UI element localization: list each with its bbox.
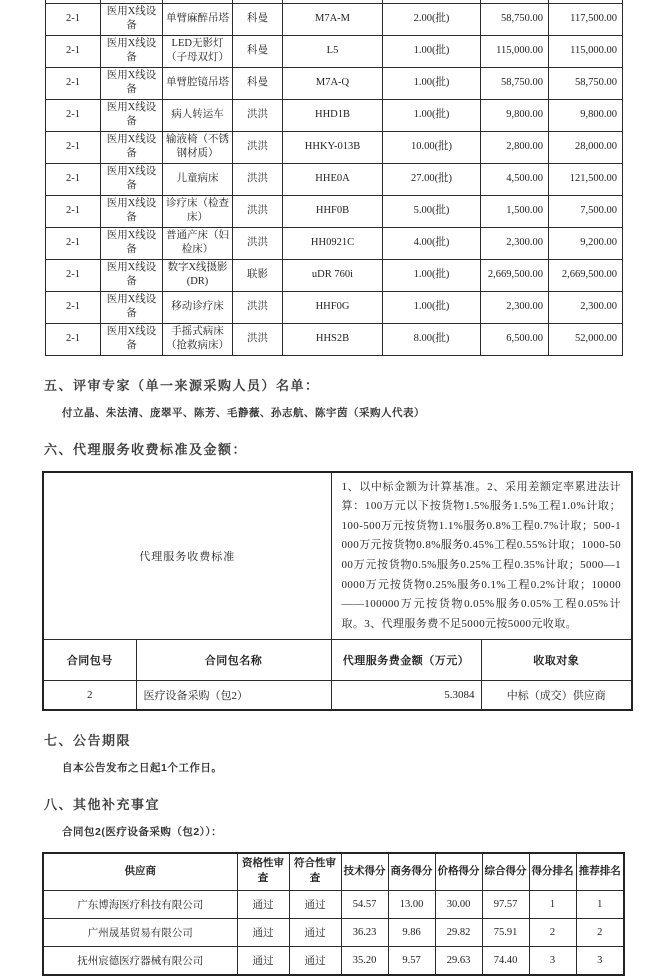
fee-standard-row xyxy=(43,472,632,640)
table-cell: uDR 760i xyxy=(283,259,383,291)
table-cell: 单臂麻醉吊塔 xyxy=(163,4,233,36)
table-cell: 1,500.00 xyxy=(481,195,549,227)
table-cell: 115,000.00 xyxy=(481,35,549,67)
table-cell: 科曼 xyxy=(233,35,283,67)
table-cell: 4.00(批) xyxy=(383,227,481,259)
fee-package-name: 医疗设备采购（包2） xyxy=(136,681,331,711)
fee-header-row xyxy=(43,640,632,681)
table-cell: 9,800.00 xyxy=(481,99,549,131)
table-cell: HHF0G xyxy=(283,291,383,323)
section-8-title: 八、其他补充事宜 xyxy=(44,797,161,813)
table-cell: 医用X线设备 xyxy=(101,4,163,36)
table-cell: 29.63 xyxy=(435,946,482,975)
table-cell: 数字X线摄影(DR) xyxy=(163,259,233,291)
table-cell: 洪洪 xyxy=(233,99,283,131)
table-cell: 10.00(批) xyxy=(383,131,481,163)
table-cell: 儿童病床 xyxy=(163,163,233,195)
table-cell: 2-1 xyxy=(46,323,101,355)
table-cell: 6,500.00 xyxy=(481,323,549,355)
table-cell: HHF0B xyxy=(283,195,383,227)
table-cell: 9,800.00 xyxy=(549,99,623,131)
table-cell: 科曼 xyxy=(233,67,283,99)
fee-standard-label: 代理服务收费标准 xyxy=(43,472,331,640)
section-7-title: 七、公告期限 xyxy=(44,733,132,749)
table-cell: 58,750.00 xyxy=(549,67,623,99)
table-row xyxy=(46,67,623,99)
table-cell: 医用X线设备 xyxy=(101,227,163,259)
table-cell: 医用X线设备 xyxy=(101,67,163,99)
supplier-header-tech-score: 技术得分 xyxy=(341,853,388,890)
equipment-table-body xyxy=(46,4,623,356)
table-cell: 洪洪 xyxy=(233,195,283,227)
table-cell: 医用X线设备 xyxy=(101,195,163,227)
table-cell: HHS2B xyxy=(283,323,383,355)
table-cell: 9.86 xyxy=(388,918,435,946)
table-cell: 病人转运车 xyxy=(163,99,233,131)
table-cell: 洪洪 xyxy=(233,227,283,259)
table-cell: 通过 xyxy=(237,890,289,918)
table-cell: 58,750.00 xyxy=(481,4,549,36)
table-cell: 2,800.00 xyxy=(481,131,549,163)
table-cell: 58,750.00 xyxy=(481,67,549,99)
table-row xyxy=(46,291,623,323)
table-cell: 通过 xyxy=(289,890,341,918)
table-cell: 2-1 xyxy=(46,99,101,131)
table-cell: 医用X线设备 xyxy=(101,99,163,131)
table-row xyxy=(46,259,623,291)
supplier-header-qualification: 资格性审查 xyxy=(237,853,289,890)
fee-header-amount: 代理服务费金额（万元） xyxy=(331,640,481,681)
table-cell: 2 xyxy=(576,918,624,946)
table-cell: 通过 xyxy=(289,946,341,975)
table-cell: 洪洪 xyxy=(233,323,283,355)
table-row xyxy=(46,131,623,163)
table-cell: 36.23 xyxy=(341,918,388,946)
table-cell: 医用X线设备 xyxy=(101,323,163,355)
table-cell: 28,000.00 xyxy=(549,131,623,163)
supplier-header-recommend-rank: 推荐排名 xyxy=(576,853,624,890)
table-cell: 9.57 xyxy=(388,946,435,975)
notice-period-text: 自本公告发布之日起1个工作日。 xyxy=(62,762,223,775)
table-cell: 9,200.00 xyxy=(549,227,623,259)
table-cell: L5 xyxy=(283,35,383,67)
table-cell: 1.00(批) xyxy=(383,259,481,291)
table-cell: 广州晟基贸易有限公司 xyxy=(43,918,237,946)
table-cell: 27.00(批) xyxy=(383,163,481,195)
fee-header-package-name: 合同包名称 xyxy=(136,640,331,681)
table-cell: 医用X线设备 xyxy=(101,259,163,291)
table-cell: 联影 xyxy=(233,259,283,291)
table-cell: 4,500.00 xyxy=(481,163,549,195)
table-cell: 2.00(批) xyxy=(383,4,481,36)
section-8-intro: 合同包2(医疗设备采购（包2））： xyxy=(62,826,223,839)
table-cell: 2 xyxy=(529,918,576,946)
table-cell: 2-1 xyxy=(46,195,101,227)
table-cell: 医用X线设备 xyxy=(101,163,163,195)
table-cell: 29.82 xyxy=(435,918,482,946)
table-cell: 医用X线设备 xyxy=(101,291,163,323)
table-cell: 单臂腔镜吊塔 xyxy=(163,67,233,99)
table-cell: 2-1 xyxy=(46,163,101,195)
supplier-score-table xyxy=(42,852,625,975)
table-cell: M7A-Q xyxy=(283,67,383,99)
fee-standard-text: 1、以中标金额为计算基准。2、采用差额定率累进法计算：100万元以下按货物1.5%服务1.5%工程1.0%计取；100-500万元按货物1.1%服务0.8%工程0.7%计取；500-1000万元按货物0.8%服务0.45%工程0.55%计取；1000-5000万元按货物0.5%服务0.25%工程0.35%计取；5000—10000万元按货物0.25%服务0.1%工程0.2%计取；10000——100000万元按货物0.05%服务0.05%工程0.05%计取。3、代理服务费不足5000元按5000元收取。 xyxy=(331,472,632,640)
table-cell: 洪洪 xyxy=(233,131,283,163)
table-row xyxy=(46,35,623,67)
table-cell: 2-1 xyxy=(46,227,101,259)
table-cell: M7A-M xyxy=(283,4,383,36)
table-cell: 75.91 xyxy=(482,918,529,946)
table-row xyxy=(43,946,624,975)
table-cell: 30.00 xyxy=(435,890,482,918)
fee-package-no: 2 xyxy=(43,681,136,711)
table-cell: 1.00(批) xyxy=(383,99,481,131)
supplier-header-total-score: 综合得分 xyxy=(482,853,529,890)
table-cell: HHD1B xyxy=(283,99,383,131)
agency-fee-table xyxy=(42,471,633,712)
table-cell: 移动诊疗床 xyxy=(163,291,233,323)
table-cell: 2-1 xyxy=(46,4,101,36)
table-row xyxy=(46,4,623,36)
table-cell: 121,500.00 xyxy=(549,163,623,195)
supplier-header-conformity: 符合性审查 xyxy=(289,853,341,890)
fee-header-package-no: 合同包号 xyxy=(43,640,136,681)
table-row xyxy=(46,227,623,259)
table-cell: 117,500.00 xyxy=(549,4,623,36)
table-cell: 2,669,500.00 xyxy=(481,259,549,291)
table-row xyxy=(43,890,624,918)
table-cell: 诊疗床（检查床） xyxy=(163,195,233,227)
table-cell: 52,000.00 xyxy=(549,323,623,355)
table-cell: HHE0A xyxy=(283,163,383,195)
table-cell: 通过 xyxy=(289,918,341,946)
table-row xyxy=(46,163,623,195)
table-cell: 2,300.00 xyxy=(481,291,549,323)
table-cell: 1 xyxy=(529,890,576,918)
table-cell: 13.00 xyxy=(388,890,435,918)
table-row xyxy=(43,918,624,946)
table-cell: 5.00(批) xyxy=(383,195,481,227)
table-row xyxy=(46,323,623,355)
table-cell: 1 xyxy=(576,890,624,918)
table-cell: 广东博海医疗科技有限公司 xyxy=(43,890,237,918)
table-cell: 2,300.00 xyxy=(549,291,623,323)
supplier-header-price-score: 价格得分 xyxy=(435,853,482,890)
table-cell: 2,669,500.00 xyxy=(549,259,623,291)
table-cell: 2-1 xyxy=(46,67,101,99)
table-cell: 3 xyxy=(576,946,624,975)
table-row xyxy=(46,195,623,227)
equipment-table xyxy=(45,0,623,356)
table-cell: 洪洪 xyxy=(233,163,283,195)
table-cell: 74.40 xyxy=(482,946,529,975)
supplier-header-score-rank: 得分排名 xyxy=(529,853,576,890)
table-row xyxy=(46,99,623,131)
supplier-header-row xyxy=(43,853,624,890)
table-cell: 2-1 xyxy=(46,131,101,163)
table-cell: 通过 xyxy=(237,918,289,946)
table-cell: 54.57 xyxy=(341,890,388,918)
table-cell: 8.00(批) xyxy=(383,323,481,355)
table-cell: 1.00(批) xyxy=(383,67,481,99)
table-cell: 7,500.00 xyxy=(549,195,623,227)
table-cell: 1.00(批) xyxy=(383,35,481,67)
table-cell: 115,000.00 xyxy=(549,35,623,67)
table-cell: HHKY-013B xyxy=(283,131,383,163)
table-cell: 输液椅（不锈钢材质） xyxy=(163,131,233,163)
table-cell: 97.57 xyxy=(482,890,529,918)
section-6-title: 六、代理服务收费标准及金额： xyxy=(44,441,248,457)
fee-amount: 5.3084 xyxy=(331,681,481,711)
table-cell: 普通产床（妇检床） xyxy=(163,227,233,259)
table-cell: 1.00(批) xyxy=(383,291,481,323)
table-cell: LED无影灯（子母双灯） xyxy=(163,35,233,67)
table-cell: 3 xyxy=(529,946,576,975)
table-cell: 2-1 xyxy=(46,35,101,67)
fee-payer: 中标（成交）供应商 xyxy=(481,681,632,711)
table-cell: 科曼 xyxy=(233,4,283,36)
fee-value-row xyxy=(43,681,632,711)
table-cell: 2-1 xyxy=(46,259,101,291)
table-cell: 医用X线设备 xyxy=(101,35,163,67)
table-cell: 35.20 xyxy=(341,946,388,975)
table-cell: HH0921C xyxy=(283,227,383,259)
table-cell: 通过 xyxy=(237,946,289,975)
table-cell: 手摇式病床（抢救病床） xyxy=(163,323,233,355)
supplier-header-business-score: 商务得分 xyxy=(388,853,435,890)
table-cell: 2-1 xyxy=(46,291,101,323)
table-cell: 2,300.00 xyxy=(481,227,549,259)
table-cell: 洪洪 xyxy=(233,291,283,323)
supplier-table-body xyxy=(43,890,624,975)
fee-header-payer: 收取对象 xyxy=(481,640,632,681)
table-cell: 医用X线设备 xyxy=(101,131,163,163)
table-cell: 抚州宸德医疗器械有限公司 xyxy=(43,946,237,975)
supplier-header-name: 供应商 xyxy=(43,853,237,890)
expert-names: 付立晶、朱法清、庞翠平、陈芳、毛静薇、孙志航、陈宇茵（采购人代表） xyxy=(62,406,425,419)
section-5-title: 五、评审专家（单一来源采购人员）名单： xyxy=(44,377,320,393)
